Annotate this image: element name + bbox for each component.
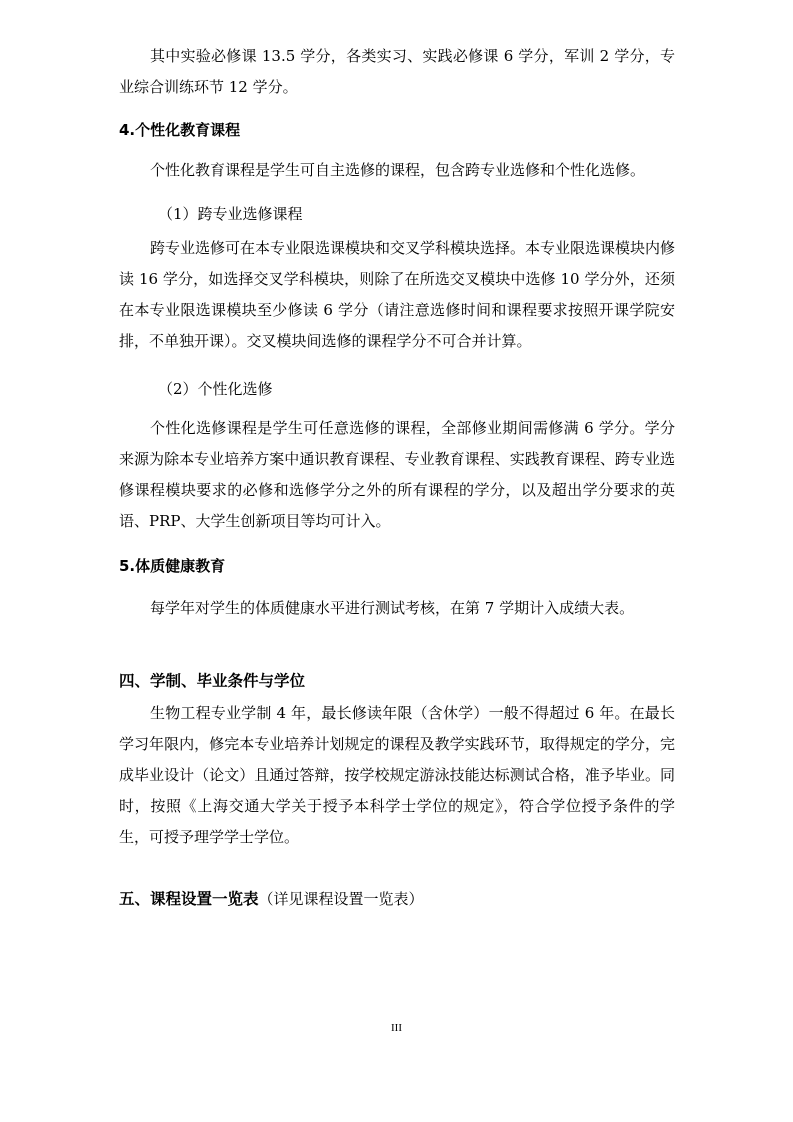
paragraph-personalized-intro: 个性化教育课程是学生可自主选修的课程，包含跨专业选修和个性化选修。 [150, 161, 646, 179]
heading-section-five-note: （详见课程设置一览表） [258, 890, 424, 908]
subheading-cross-major: （1）跨专业选修课程 [158, 205, 303, 223]
heading-section-five-title: 五、课程设置一览表 [119, 890, 259, 908]
paragraph-personal-elective: 个性化选修课程是学生可任意选修的课程，全部修业期间需修满 6 学分。学分来源为除本专业培养方案中通识教育课程、专业教育课程、实践教育课程、跨专业选修课程模块要求的必修和选修学分之外的所有课程的学分，以及超出学分要求的英语、PRP、大学生创新项目等均可计入。 [119, 419, 675, 530]
paragraph-degree: 生物工程专业学制 4 年，最长修读年限（含休学）一般不得超过 6 年。在最长学习年限内，修完本专业培养计划规定的课程及教学实践环节，取得规定的学分，完成毕业设计（论文）且通过答辩，按学校规定游泳技能达标测试合格，准予毕业。同时，按照《上海交通大学关于授予本科学士学位的规定》，符合学位授予条件的学生，可授予理学学士学位。 [119, 704, 675, 846]
paragraph-credits: 其中实验必修课 13.5 学分，各类实习、实践必修课 6 学分，军训 2 学分，专业综合训练环节 12 学分。 [119, 47, 675, 96]
heading-section-five [119, 884, 424, 915]
heading-section-four: 四、学制、毕业条件与学位 [119, 672, 306, 690]
page-number: III [391, 1022, 402, 1034]
heading-personalized-education: 4.个性化教育课程 [119, 121, 241, 139]
paragraph-physical-health: 每学年对学生的体质健康水平进行测试考核，在第 7 学期计入成绩大表。 [150, 599, 635, 617]
heading-physical-health: 5.体质健康教育 [119, 557, 226, 575]
paragraph-cross-major: 跨专业选修可在本专业限选课模块和交叉学科模块选择。本专业限选课模块内修读 16 学分，如选择交叉学科模块，则除了在所选交叉模块中选修 10 学分外，还须在本专业限选课模块至少修读 6 学分（请注意选修时间和课程要求按照开课学院安排，不单独开课）。交叉模块间选修的课程学分不可合并计算。 [119, 239, 676, 350]
subheading-personal-elective: （2）个性化选修 [158, 380, 273, 398]
